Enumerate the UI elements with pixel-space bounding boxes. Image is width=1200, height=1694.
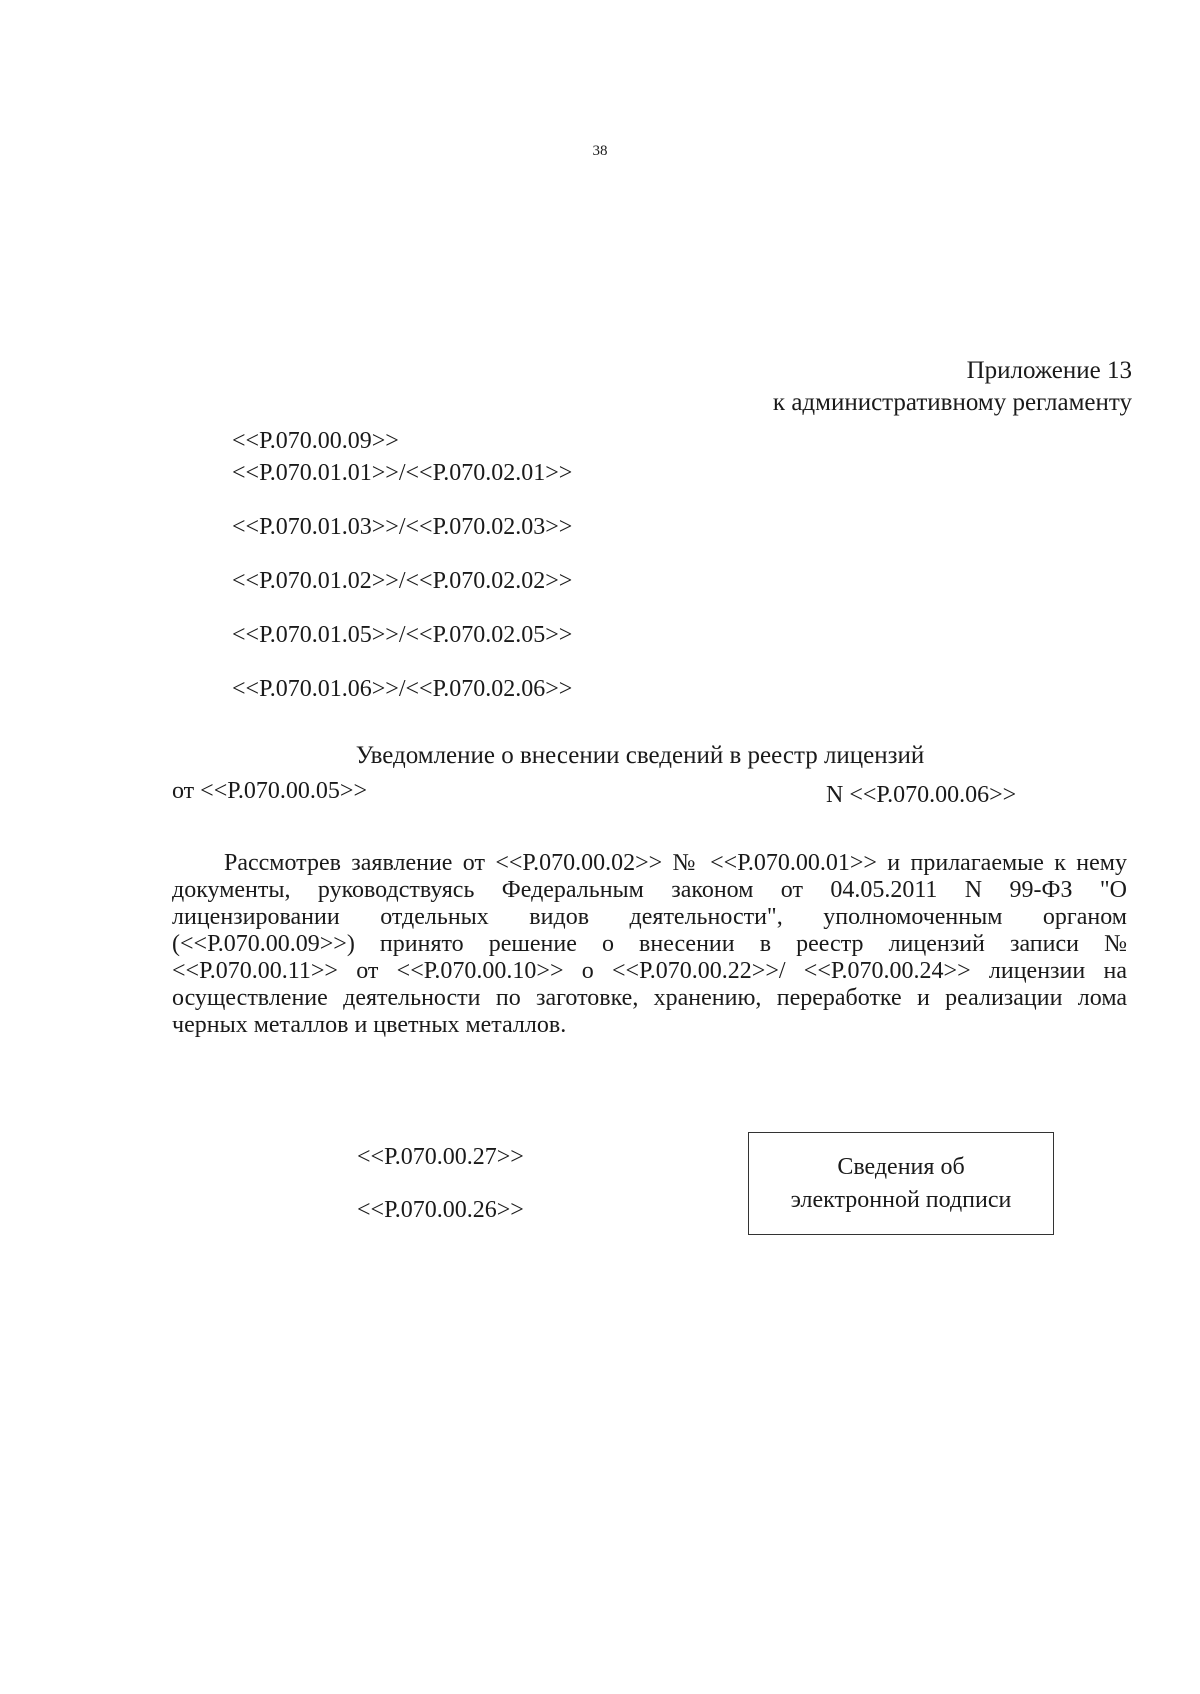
document-title: Уведомление о внесении сведений в реестр лицензий (355, 742, 925, 769)
recipient-field-5: <<P.070.01.06>>/<<P.070.02.06>> (232, 676, 573, 702)
recipient-field-1: <<P.070.01.01>>/<<P.070.02.01>> (232, 460, 573, 486)
signature-box-line2: электронной подписи (790, 1186, 1012, 1213)
recipient-field-2: <<P.070.01.03>>/<<P.070.02.03>> (232, 514, 573, 540)
body-paragraph: Рассмотрев заявление от <<P.070.00.02>> № <<P.070.00.01>> и прилагаемые к нему документы, руководствуясь Федеральным законом от 04.05.2011 N 99-ФЗ "О лицензировании отдельных видов деятельности", уполномоченным органом (<<P.070.00.09>>) принято решение о внесении в реестр лицензий записи № <<P.070.00.11>> от <<P.070.00.10>> о <<P.070.00.22>>/ <<P.070.00.24>> лицензии на осуществление деятельности по заготовке, хранению, переработке и реализации лома черных металлов и цветных металлов. (172, 850, 1127, 1038)
signatory-name: <<P.070.00.26>> (357, 1197, 524, 1223)
recipient-field-3: <<P.070.01.02>>/<<P.070.02.02>> (232, 568, 573, 594)
appendix-regulation: к административному регламенту (772, 389, 1132, 416)
electronic-signature-box (748, 1132, 1054, 1235)
page-number: 38 (592, 143, 608, 159)
signature-box-line1: Сведения об (837, 1153, 965, 1180)
authority-field: <<P.070.00.09>> (232, 428, 399, 454)
appendix-header (773, 355, 1132, 419)
notice-number: N <<P.070.00.06>> (826, 782, 1017, 808)
recipient-field-4: <<P.070.01.05>>/<<P.070.02.05>> (232, 622, 573, 648)
appendix-number: Приложение 13 (966, 357, 1132, 384)
signatory-position: <<P.070.00.27>> (357, 1144, 524, 1170)
notice-date: от <<P.070.00.05>> (172, 778, 367, 804)
